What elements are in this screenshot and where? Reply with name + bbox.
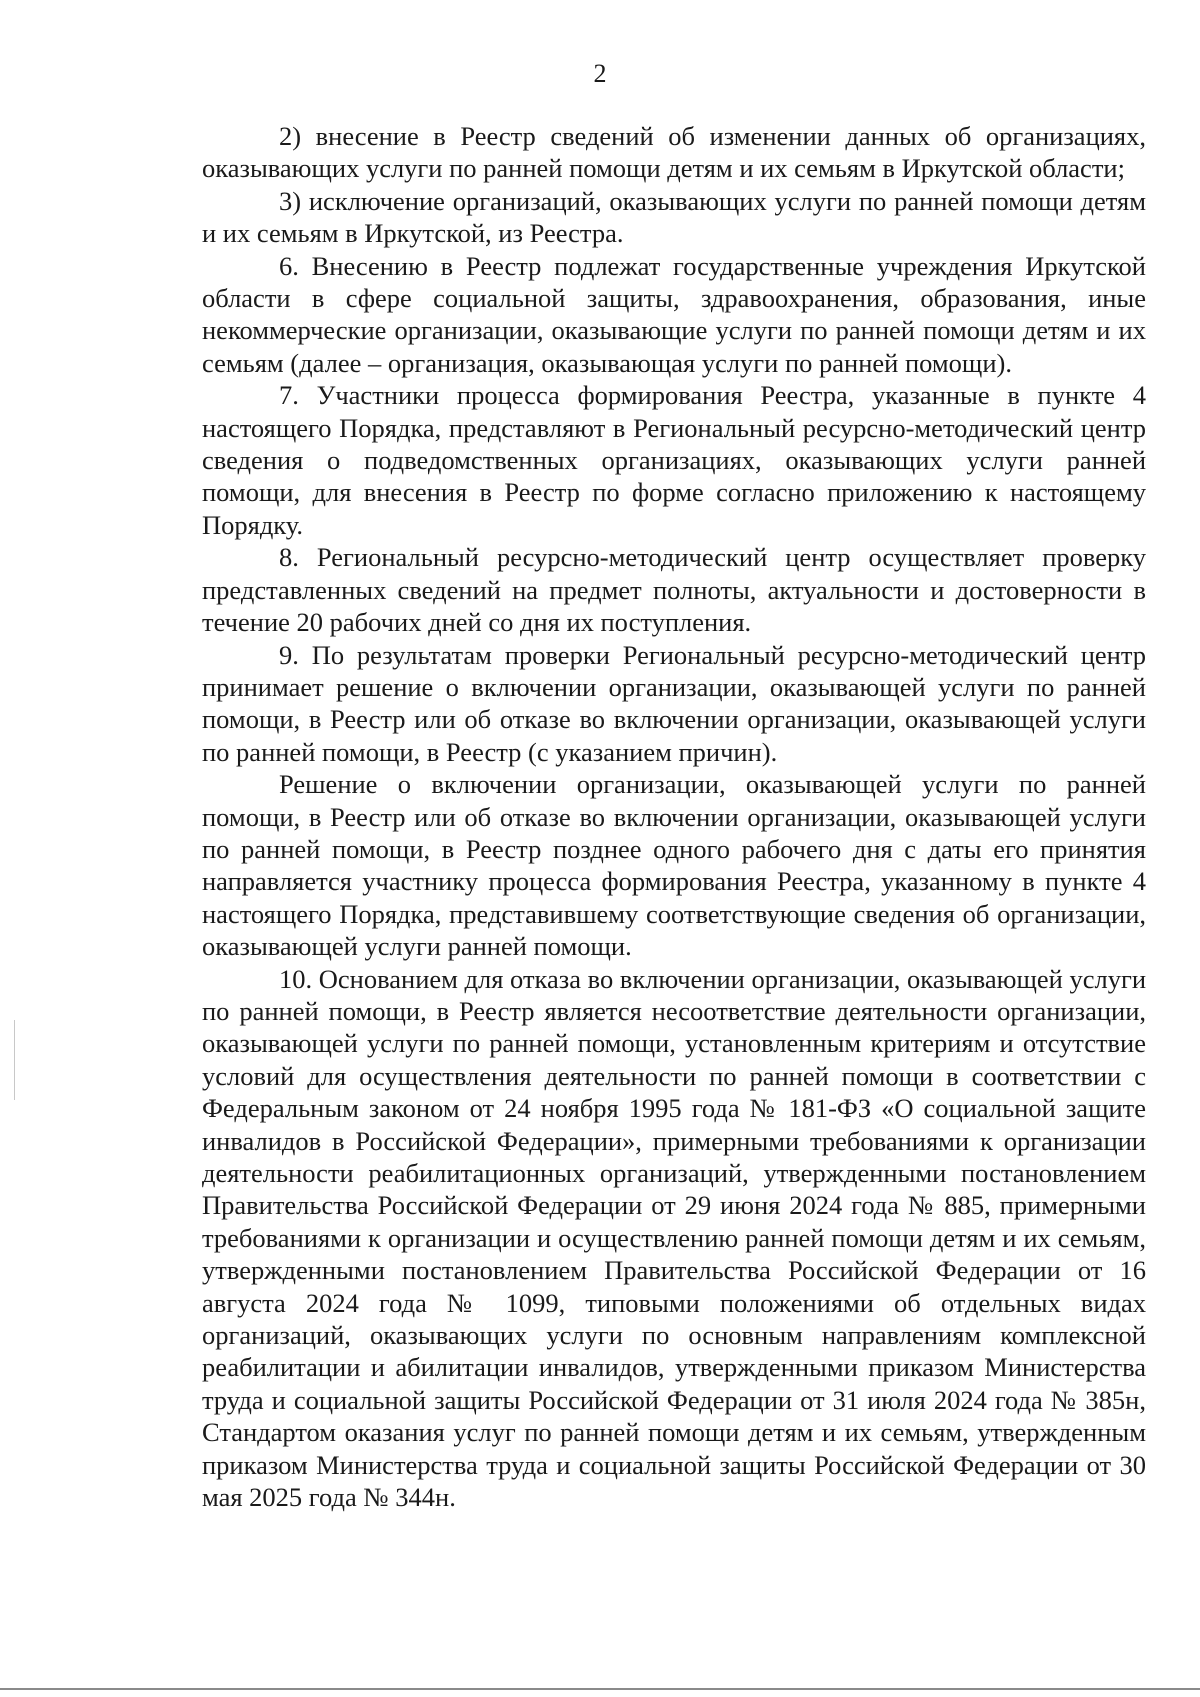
scan-artifact-line — [14, 1020, 15, 1100]
page-bottom-edge — [0, 1688, 1200, 1690]
paragraph-clause-10: 10. Основанием для отказа во включении организации, оказывающей услуги по ранней помощи, в Реестр является несоответствие деятельности организации, оказывающей услуги по ранней помощи, установленным критериям и отсутствие условий для осуществления деятельности по ранней помощи в соответствии с Федеральным законом от 24 ноября 1995 года № 181-ФЗ «О социальной защите инвалидов в Российской Федерации», примерными требованиями к организации деятельности реабилитационных организаций, утвержденными постановлением Правительства Российской Федерации от 29 июня 2024 года № 885, примерными требованиями к организации и осуществлению ранней помощи детям и их семьям, утвержденными постановлением Правительства Российской Федерации от 16 августа 2024 года № 1099, типовыми положениями об отдельных видах организаций, оказывающих услуги по основным направлениям комплексной реабилитации и абилитации инвалидов, утвержденными приказом Министерства труда и социальной защиты Российской Федерации от 31 июля 2024 года № 385н, Стандартом оказания услуг по ранней помощи детям и их семьям, утвержденным приказом Министерства труда и социальной защиты Российской Федерации от 30 мая 2025 года № 344н. — [202, 963, 1146, 1513]
document-body — [202, 120, 1146, 1513]
paragraph-clause-8: 8. Региональный ресурсно-методический центр осуществляет проверку представленных сведений на предмет полноты, актуальности и достоверности в течение 20 рабочих дней со дня их поступления. — [202, 542, 1146, 638]
page-number: 2 — [593, 59, 607, 88]
paragraph-item-2: 2) внесение в Реестр сведений об изменении данных об организациях, оказывающих услуги по ранней помощи детям и их семьям в Иркутской области; — [202, 121, 1146, 184]
paragraph-item-3: 3) исключение организаций, оказывающих услуги по ранней помощи детям и их семьям в Иркутской, из Реестра. — [202, 185, 1146, 249]
paragraph-clause-6: 6. Внесению в Реестр подлежат государственные учреждения Иркутской области в сфере социальной защиты, здравоохранения, образования, иные некоммерческие организации, оказывающие услуги по ранней помощи детям и их семьям (далее – организация, оказывающая услуги по ранней помощи). — [202, 250, 1146, 378]
paragraph-clause-7: 7. Участники процесса формирования Реестра, указанные в пункте 4 настоящего Порядка, представляют в Региональный ресурсно-методический центр сведения о подведомственных организациях, оказывающих услуги ранней помощи, для внесения в Реестр по форме согласно приложению к настоящему Порядку. — [202, 380, 1146, 540]
paragraph-decision: Решение о включении организации, оказывающей услуги по ранней помощи, в Реестр или об отказе во включении организации, оказывающей услуги по ранней помощи, в Реестр позднее одного рабочего дня с даты его принятия направляется участнику процесса формирования Реестра, указанному в пункте 4 настоящего Порядка, представившему соответствующие сведения об организации, оказывающей услуги ранней помощи. — [202, 769, 1146, 962]
paragraph-clause-9: 9. По результатам проверки Региональный ресурсно-методический центр принимает решение о включении организации, оказывающей услуги по ранней помощи, в Реестр или об отказе во включении организации, оказывающей услуги по ранней помощи, в Реестр (с указанием причин). — [202, 639, 1146, 767]
